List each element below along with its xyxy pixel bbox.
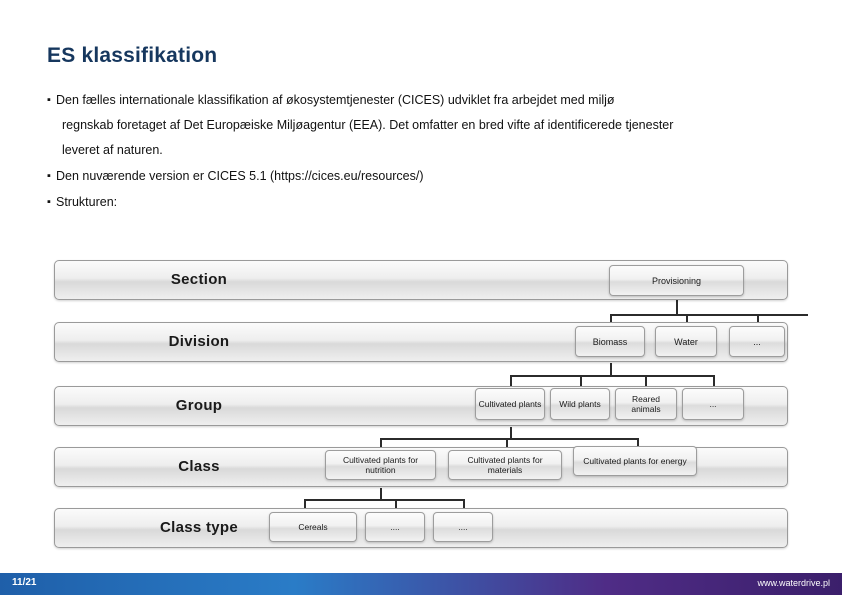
node-water: Water [655, 326, 717, 357]
slide-footer [0, 573, 842, 595]
connector [510, 375, 714, 377]
node-cereals: Cereals [269, 512, 357, 542]
bullet-list [47, 88, 777, 216]
connector [380, 488, 382, 499]
bullet-text: Strukturen: [56, 195, 118, 209]
list-item [47, 164, 777, 189]
node-group-ellipsis: ... [682, 388, 744, 420]
node-biomass: Biomass [575, 326, 645, 357]
list-item [47, 190, 777, 215]
connector [510, 427, 512, 438]
row-label-group: Group [175, 397, 223, 414]
bullet-line: regnskab foretaget af Det Europæiske Miljøagentur (EEA). Det omfatter en bred vifte af identificerede tjenester [62, 118, 674, 132]
node-class-type-ellipsis-1: .... [365, 512, 425, 542]
node-cultivated-plants-nutrition: Cultivated plants for nutrition [325, 450, 436, 480]
bullet-dot-icon: ▪ [47, 196, 51, 208]
row-label-class: Class [178, 458, 220, 475]
node-division-ellipsis: ... [729, 326, 785, 357]
connector [610, 314, 808, 316]
node-cultivated-plants-energy: Cultivated plants for energy [573, 446, 697, 476]
row-label-class-type: Class type [159, 519, 239, 536]
page-title: ES klassifikation [47, 44, 218, 67]
bullet-line: leveret af naturen. [62, 143, 163, 157]
node-wild-plants: Wild plants [550, 388, 610, 420]
footer-website: www.waterdrive.pl [757, 578, 830, 588]
connector [676, 300, 678, 314]
connector [304, 499, 463, 501]
node-reared-animals: Reared animals [615, 388, 677, 420]
node-cultivated-plants: Cultivated plants [475, 388, 545, 420]
node-cultivated-plants-materials: Cultivated plants for materials [448, 450, 562, 480]
bullet-dot-icon: ▪ [47, 170, 51, 182]
bullet-line: Den fælles internationale klassifikation af økosystemtjenester (CICES) udviklet fra arbejdet med miljø [56, 93, 615, 107]
connector [610, 363, 612, 375]
page-number: 11/21 [12, 577, 37, 588]
cices-hierarchy-diagram [54, 258, 788, 548]
bullet-text [56, 88, 777, 163]
connector [380, 438, 637, 440]
row-label-division: Division [168, 333, 230, 350]
node-provisioning: Provisioning [609, 265, 744, 296]
row-label-section: Section [170, 271, 228, 288]
bullet-text: Den nuværende version er CICES 5.1 (https://cices.eu/resources/) [56, 169, 424, 183]
node-class-type-ellipsis-2: .... [433, 512, 493, 542]
bullet-dot-icon: ▪ [47, 94, 51, 106]
list-item [47, 88, 777, 163]
